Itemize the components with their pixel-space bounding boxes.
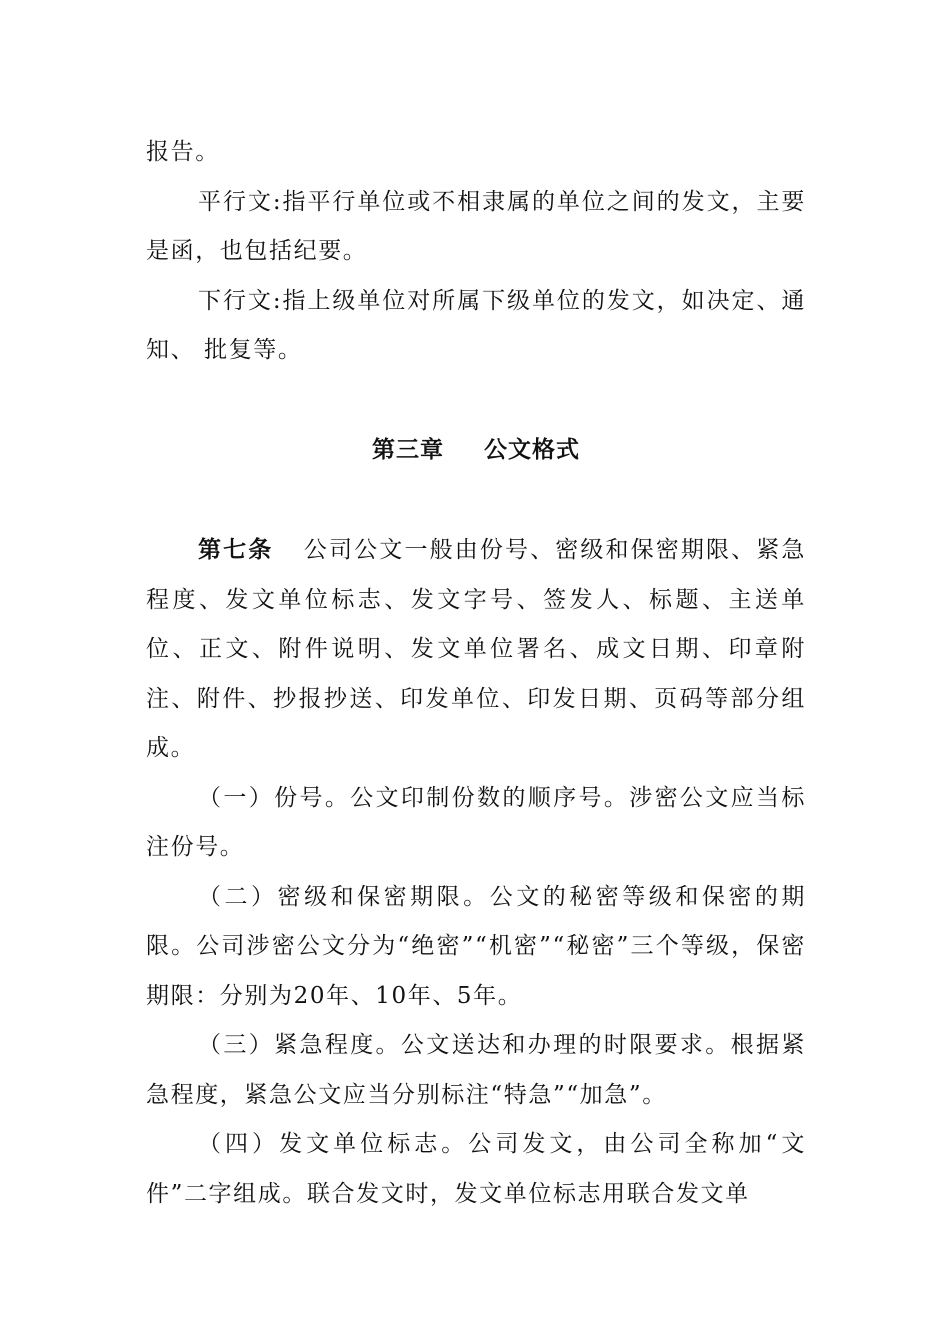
article-number: 第七条 <box>198 537 274 563</box>
article-block <box>146 526 806 1219</box>
item-paragraph-4: （四）发文单位标志。公司发文，由公司全称加“文件”二字组成。联合发文时，发文单位标志用联合发文单 <box>146 1131 806 1207</box>
article-text: 公司公文一般由份号、密级和保密期限、紧急程度、发文单位标志、发文字号、签发人、标题、主送单位、正文、附件说明、发文单位署名、成文日期、印章附注、附件、抄报抄送、印发单位、印发日期、页码等部分组成。 <box>146 537 806 761</box>
intro-paragraph-1: 报告。 <box>146 139 220 165</box>
chapter-heading <box>146 430 806 470</box>
item-paragraph-2: （二）密级和保密期限。公文的秘密等级和保密的期限。公司涉密公文分为“绝密”“机密”“秘密”三个等级，保密期限：分别为20年、10年、5年。 <box>146 883 806 1009</box>
chapter-title: 公文格式 <box>484 437 580 463</box>
document-page <box>146 0 806 1207</box>
chapter-number: 第三章 <box>372 437 444 463</box>
article-paragraph <box>146 526 806 774</box>
intro-paragraph-2: 平行文:指平行单位或不相隶属的单位之间的发文，主要是函，也包括纪要。 <box>146 188 806 264</box>
item-paragraph-3: （三）紧急程度。公文送达和办理的时限要求。根据紧急程度，紧急公文应当分别标注“特急”“加急”。 <box>146 1032 806 1108</box>
intro-paragraph-3: 下行文:指上级单位对所属下级单位的发文，如决定、通知、 批复等。 <box>146 287 806 363</box>
item-paragraph-1: （一）份号。公文印制份数的顺序号。涉密公文应当标注份号。 <box>146 784 806 860</box>
